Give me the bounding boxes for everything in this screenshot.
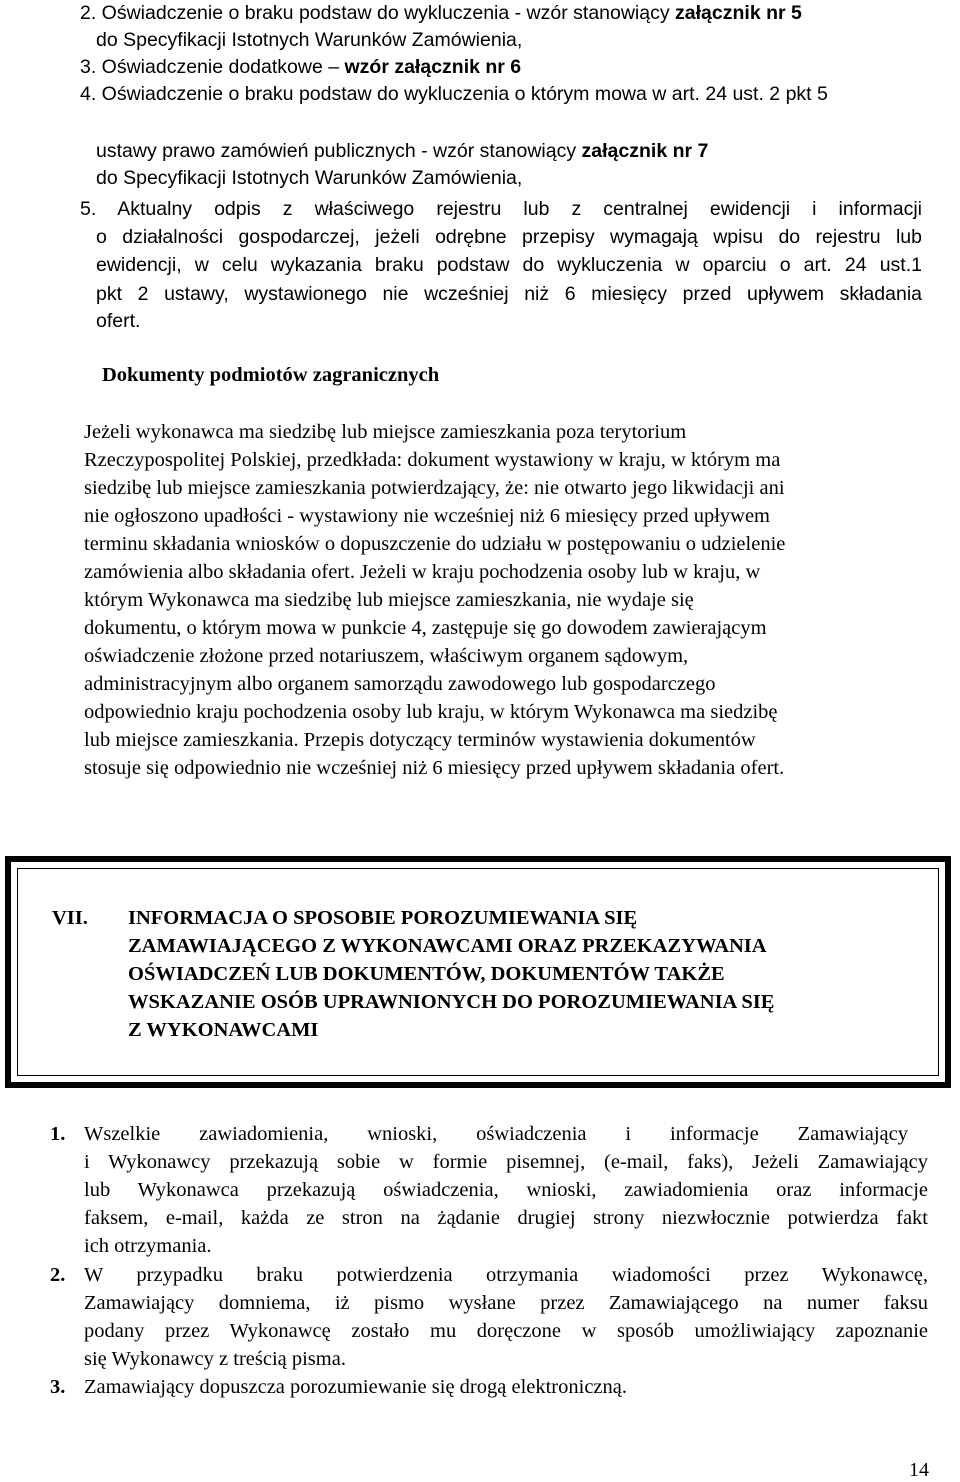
- list-item-5-line-3: ewidencji, w celu wykazania braku podstaw do wykluczenia w oparciu o art. 24 ust.1: [96, 254, 922, 276]
- list-item-5-line-2: o działalności gospodarczej, jeżeli odrębne przepisy wymagają wpisu do rejestru lub: [96, 226, 922, 248]
- paragraph-line: którym Wykonawca ma siedzibę lub miejsce zamieszkania, nie wydaje się: [84, 589, 694, 611]
- list-item-4-line-1: 4. Oświadczenie o braku podstaw do wykluczenia o którym mowa w art. 24 ust. 2 pkt 5: [80, 83, 828, 105]
- paragraph-line: siedzibę lub miejsce zamieszkania potwierdzający, że: nie otwarto jego likwidacji ani: [84, 477, 785, 499]
- section-title-line: Z WYKONAWCAMI: [128, 1019, 319, 1041]
- list-item-4-line-3: do Specyfikacji Istotnych Warunków Zamówienia,: [96, 167, 523, 189]
- paragraph-line: nie ogłoszono upadłości - wystawiony nie wcześniej niż 6 miesięcy przed upływem: [84, 505, 770, 527]
- item-line: W przypadku braku potwierdzenia otrzymania wiadomości przez Wykonawcę,: [84, 1264, 928, 1286]
- item-line: Zamawiający dopuszcza porozumiewanie się drogą elektroniczną.: [84, 1376, 627, 1398]
- list-item-2-line-2: do Specyfikacji Istotnych Warunków Zamówienia,: [96, 29, 523, 51]
- list-item-2-line-1: 2. Oświadczenie o braku podstaw do wykluczenia - wzór stanowiący załącznik nr 5: [80, 2, 802, 24]
- foreign-documents-heading: Dokumenty podmiotów zagranicznych: [102, 364, 440, 386]
- section-vii-number: VII.: [52, 907, 88, 929]
- list-item-5-line-1: 5. Aktualny odpis z właściwego rejestru lub z centralnej ewidencji i informacji: [80, 198, 922, 220]
- item-line: się Wykonawcy z treścią pisma.: [84, 1348, 346, 1370]
- paragraph-line: terminu składania wniosków o dopuszczenie do udziału w postępowaniu o udzielenie: [84, 533, 786, 555]
- item-line: Wszelkie zawiadomienia, wnioski, oświadczenia i informacje Zamawiający: [84, 1123, 908, 1145]
- item-number: 1.: [50, 1123, 66, 1145]
- item-line: ich otrzymania.: [84, 1235, 212, 1257]
- paragraph-line: dokumentu, o którym mowa w punkcie 4, zastępuje się go dowodem zawierającym: [84, 617, 767, 639]
- item-line: i Wykonawcy przekazują sobie w formie pisemnej, (e-mail, faks), Jeżeli Zamawiający: [84, 1151, 928, 1173]
- paragraph-line: stosuje się odpowiednio nie wcześniej niż 6 miesięcy przed upływem składania ofert.: [84, 757, 785, 779]
- attachment-5-label: załącznik nr 5: [675, 2, 802, 24]
- item-line: lub Wykonawca przekazują oświadczenia, wnioski, zawiadomienia oraz informacje: [84, 1179, 928, 1201]
- paragraph-line: odpowiednio kraju pochodzenia osoby lub kraju, w którym Wykonawca ma siedzibę: [84, 701, 778, 723]
- section-title-line: WSKAZANIE OSÓB UPRAWNIONYCH DO POROZUMIEWANIA SIĘ: [128, 991, 775, 1013]
- list-item-5-line-4: pkt 2 ustawy, wystawionego nie wcześniej niż 6 miesięcy przed upływem składania: [96, 283, 922, 305]
- section-title-line: OŚWIADCZEŃ LUB DOKUMENTÓW, DOKUMENTÓW TAKŻE: [128, 963, 725, 985]
- paragraph-line: Rzeczypospolitej Polskiej, przedkłada: dokument wystawiony w kraju, w którym ma: [84, 449, 781, 471]
- paragraph-line: Jeżeli wykonawca ma siedzibę lub miejsce zamieszkania poza terytorium: [84, 421, 687, 443]
- paragraph-line: oświadczenie złożone przed notariuszem, właściwym organem sądowym,: [84, 645, 689, 667]
- list-item-3: 3. Oświadczenie dodatkowe – wzór załącznik nr 6: [80, 56, 522, 78]
- item-number: 2.: [50, 1264, 66, 1286]
- item-line: podany przez Wykonawcę zostało mu doręczone w sposób umożliwiający zapoznanie: [84, 1320, 928, 1342]
- item-line: faksem, e-mail, każda ze stron na żądanie drugiej strony niezwłocznie potwierdza fakt: [84, 1207, 928, 1229]
- list-item-4-line-2: ustawy prawo zamówień publicznych - wzór stanowiący załącznik nr 7: [96, 140, 709, 162]
- section-title-line: ZAMAWIAJĄCEGO Z WYKONAWCAMI ORAZ PRZEKAZYWANIA: [128, 935, 767, 957]
- page-number: 14: [909, 1459, 929, 1481]
- section-title-line: INFORMACJA O SPOSOBIE POROZUMIEWANIA SIĘ: [128, 907, 638, 929]
- paragraph-line: administracyjnym albo organem samorządu zawodowego lub gospodarczego: [84, 673, 716, 695]
- attachment-7-label: załącznik nr 7: [581, 140, 709, 162]
- item-number: 3.: [50, 1376, 66, 1398]
- item-line: Zamawiający domniema, iż pismo wysłane przez Zamawiającego na numer faksu: [84, 1292, 928, 1314]
- paragraph-line: zamówienia albo składania ofert. Jeżeli w kraju pochodzenia osoby lub w kraju, w: [84, 561, 761, 583]
- list-item-5-line-5: ofert.: [96, 310, 141, 332]
- paragraph-line: lub miejsce zamieszkania. Przepis dotyczący terminów wystawienia dokumentów: [84, 729, 756, 751]
- attachment-6-label: wzór załącznik nr 6: [344, 56, 522, 78]
